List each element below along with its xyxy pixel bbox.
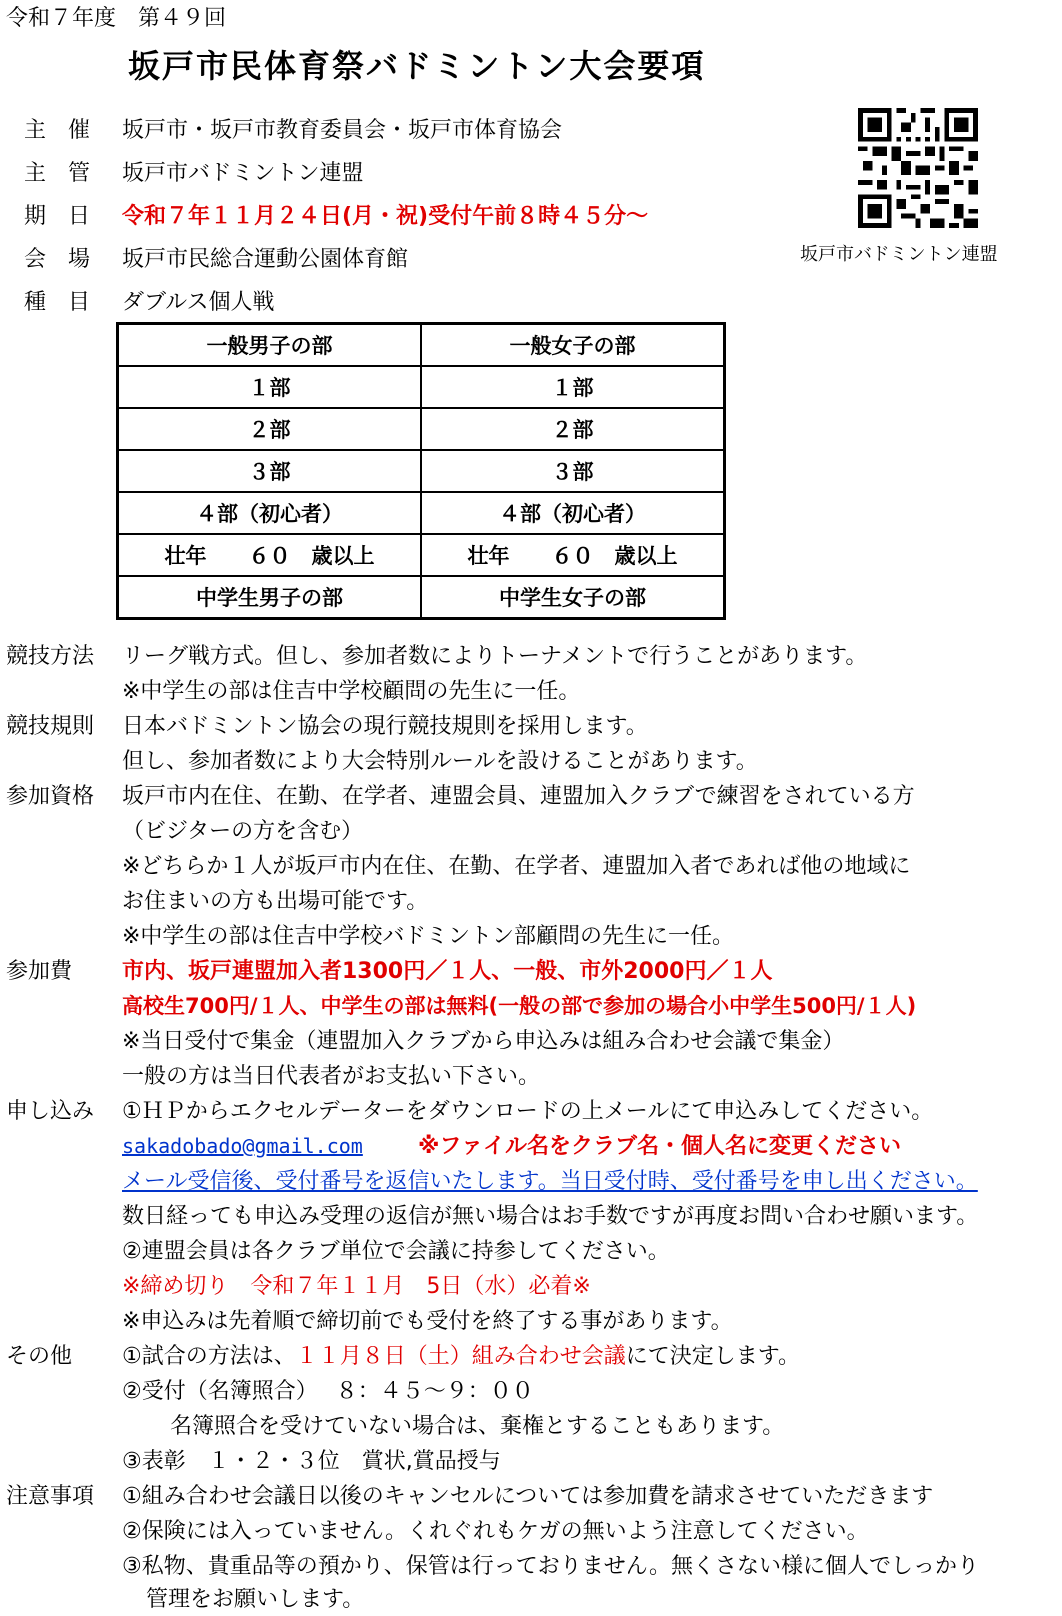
method-line: リーグ戦方式。但し、参加者数によりトーナメントで行うことがあります。 [122, 644, 868, 669]
fee-line: 市内、坂戸連盟加入者1300円／１人、一般、市外2000円／１人 [122, 959, 773, 984]
other-line [122, 1346, 800, 1368]
reply-notice-link[interactable]: メール受信後、受付番号を返信いたします。当日受付時、受付番号を申し出ください。 [122, 1169, 978, 1194]
table-cell: 中学生女子の部 [421, 576, 725, 619]
table-cell: 一般男子の部 [118, 324, 422, 367]
manager-value: 坂戸市バドミントン連盟 [122, 161, 364, 186]
fee-line: 高校生700円/１人、中学生の部は無料(一般の部で参加の場合小中学生500円/１人) [122, 994, 917, 1018]
fee-label: 参加費 [6, 959, 73, 984]
table-row [118, 450, 725, 492]
notes-line: 管理をお願いします。 [146, 1587, 365, 1612]
notes-line: ③私物、貴重品等の預かり、保管は行っておりません。無くさない様に個人でしっかり [122, 1554, 980, 1579]
rules-line: 日本バドミントン協会の現行競技規則を採用します。 [122, 714, 648, 739]
eligibility-line: ※どちらか１人が坂戸市内在住、在勤、在学者、連盟加入者であれば他の地域に [122, 854, 911, 879]
table-row [118, 576, 725, 619]
rules-label: 競技規則 [6, 714, 95, 739]
eligibility-line: ※中学生の部は住吉中学校バドミントン部顧問の先生に一任。 [122, 924, 734, 949]
organizer-value: 坂戸市・坂戸市教育委員会・坂戸市体育協会 [122, 118, 563, 143]
eligibility-label: 参加資格 [6, 784, 95, 809]
fee-line: 一般の方は当日代表者がお支払い下さい。 [122, 1064, 541, 1089]
method-line: ※中学生の部は住吉中学校顧問の先生に一任。 [122, 679, 581, 704]
events-table [116, 322, 726, 620]
edition-label: 令和７年度 第４９回 [6, 6, 227, 31]
table-row [118, 492, 725, 534]
apply-line: 数日経っても申込み受理の返信が無い場合はお手数ですが再度お問い合わせ願います。 [122, 1204, 979, 1229]
organizer-label: 主 催 [24, 118, 91, 143]
notes-line: ②保険には入っていません。くれぐれもケガの無いよう注意してください。 [122, 1519, 869, 1544]
notes-line: ①組み合わせ会議日以後のキャンセルについては参加費を請求させていただきます [122, 1484, 934, 1509]
venue-label: 会 場 [24, 247, 91, 272]
table-cell: 中学生男子の部 [118, 576, 422, 619]
table-row [118, 366, 725, 408]
apply-line: ②連盟会員は各クラブ単位で会議に持参してください。 [122, 1239, 670, 1264]
qr-caption: 坂戸市バドミントン連盟 [800, 244, 998, 265]
rules-line: 但し、参加者数により大会特別ルールを設けることがあります。 [122, 749, 758, 774]
qr-code-icon[interactable] [858, 108, 978, 228]
deadline-line: ※締め切り 令和７年１１月 5日（水）必着※ [122, 1274, 591, 1299]
other-text: にて決定します。 [625, 1344, 800, 1369]
apply-line: ※申込みは先着順で締切前でも受付を終了する事があります。 [122, 1309, 733, 1334]
other-line: ③表彰 １・２・３位 賞状,賞品授与 [122, 1449, 501, 1474]
table-cell: ３部 [118, 450, 422, 492]
table-cell: ２部 [421, 408, 725, 450]
fee-line: ※当日受付で集金（連盟加入クラブから申込みは組み合わせ会議で集金） [122, 1029, 845, 1054]
table-cell: １部 [421, 366, 725, 408]
table-cell: 一般女子の部 [421, 324, 725, 367]
other-text: ①試合の方法は、 [122, 1344, 296, 1369]
method-label: 競技方法 [6, 644, 95, 669]
other-line: 名簿照合を受けていない場合は、棄権とすることもあります。 [170, 1414, 785, 1439]
email-note: ※ファイル名をクラブ名・個人名に変更ください [418, 1134, 901, 1159]
table-row [118, 324, 725, 367]
other-label: その他 [6, 1344, 73, 1369]
notes-label: 注意事項 [6, 1484, 95, 1509]
table-row [118, 408, 725, 450]
eligibility-line: お住まいの方も出場可能です。 [122, 889, 429, 914]
apply-label: 申し込み [6, 1099, 95, 1124]
eligibility-line: （ビジターの方を含む） [122, 819, 364, 844]
apply-line: ①ＨＰからエクセルデーターをダウンロードの上メールにて申込みしてください。 [122, 1099, 934, 1124]
date-value: 令和７年１１月２４日(月・祝)受付午前８時４５分～ [122, 204, 649, 229]
table-row [118, 534, 725, 576]
page-title: 坂戸市民体育祭バドミントン大会要項 [128, 47, 706, 85]
table-cell: ３部 [421, 450, 725, 492]
table-cell: ４部（初心者） [421, 492, 725, 534]
eligibility-line: 坂戸市内在住、在勤、在学者、連盟会員、連盟加入クラブで練習をされている方 [122, 784, 915, 809]
other-line: ②受付（名簿照合） ８：４５～９：００ [122, 1379, 534, 1404]
meeting-date: １１月８日（土）組み合わせ会議 [295, 1344, 626, 1369]
date-label: 期 日 [24, 204, 91, 229]
event-type-label: 種 目 [24, 290, 91, 315]
table-cell: ２部 [118, 408, 422, 450]
table-cell: 壮年 ６０ 歳以上 [421, 534, 725, 576]
event-type-value: ダブルス個人戦 [122, 290, 275, 315]
table-cell: １部 [118, 366, 422, 408]
manager-label: 主 管 [24, 161, 91, 186]
table-cell: ４部（初心者） [118, 492, 422, 534]
table-cell: 壮年 ６０ 歳以上 [118, 534, 422, 576]
email-link[interactable]: sakadobado@gmail.com [122, 1134, 363, 1158]
venue-value: 坂戸市民総合運動公園体育館 [122, 247, 409, 272]
